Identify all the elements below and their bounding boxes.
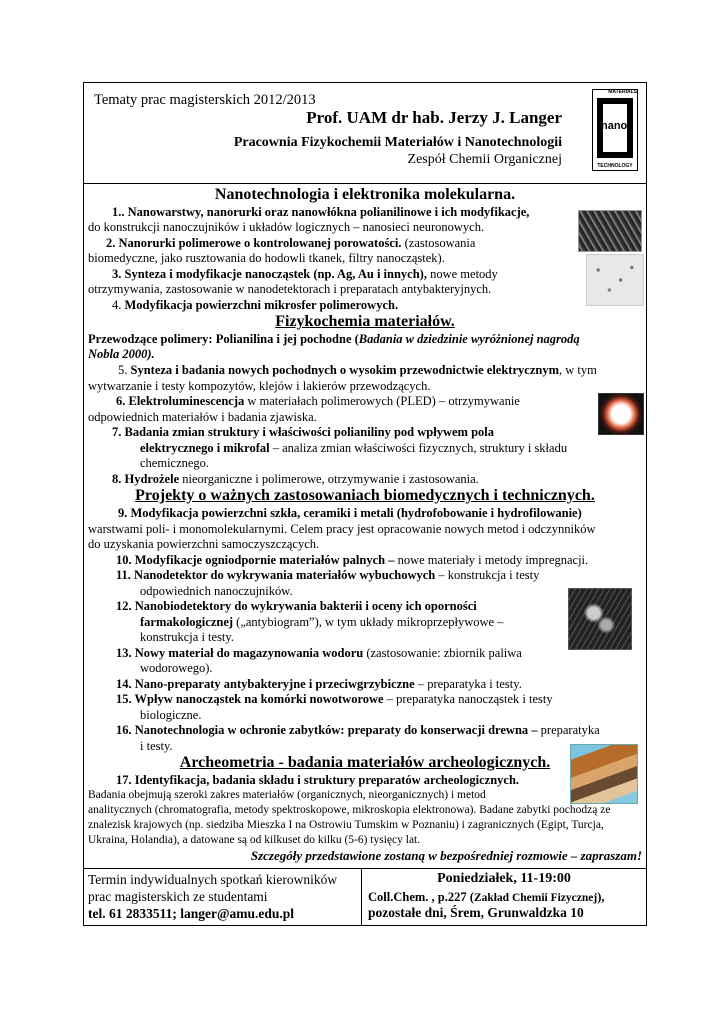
item-17-title: 17. Identyfikacja, badania składu i struktury preparatów archeologicznych. [116,773,520,787]
content [84,184,646,869]
author-name: Prof. UAM dr hab. Jerzy J. Langer [306,108,562,127]
footer-other-days: pozostałe dni, Śrem, Grunwaldzka 10 [368,905,584,920]
footer-right [362,869,646,925]
archaeology-line-4: Ukraina, Holandia), a datowane są od kilkuset do kilku (5-6) tysięcy lat. [88,834,421,846]
item-2-line-2: biomedyczne, jako rusztowania do hodowli tkanek, filtry nanocząstek). [88,251,445,265]
item-13-title: 13. Nowy materiał do magazynowania wodoru [116,646,364,660]
item-11-note: – konstrukcja i testy [435,568,540,582]
footer-contact: tel. 61 2833511; langer@amu.edu.pl [88,906,295,921]
logo-technology: TECHNOLOGY [597,163,633,169]
footer-left [84,869,362,925]
section-heading-1: Nanotechnologia i elektronika molekularna. [214,186,516,203]
lab-name: Pracownia Fizykochemii Materiałów i Nanotechnologii [233,135,562,150]
header [84,83,646,184]
item-6-title: 6. Elektroluminescencja [116,394,245,408]
header-title: Tematy prac magisterskich 2012/2013 [94,92,316,108]
footer-day-time: Poniedziałek, 11-19:00 [437,871,571,886]
item-5-title: Synteza i badania nowych pochodnych o wysokim przewodnictwie elektrycznym [127,363,559,377]
nobel-note: Badania w dziedzinie wyróżnionej nagrodą [358,332,580,346]
archaeology-line-1: Badania obejmują szeroki zakres materiałów (organicznych, nieorganicznych) i metod [88,789,486,801]
item-3-title: 3. Synteza i modyfikacje nanocząstek (np. Ag, Au i innych), [112,267,427,281]
item-14-title: 14. Nano-preparaty antybakteryjne i przeciwgrzybiczne [116,677,415,691]
footer [84,869,646,925]
item-5-number: 5. [118,363,128,377]
footer-room: Coll.Chem. , p.227 ( [368,890,474,904]
item-11-title: 11. Nanodetektor do wykrywania materiałów wybuchowych [116,568,436,582]
section-heading-3: Projekty o ważnych zastosowaniach biomedycznych i technicznych. [135,487,595,504]
footer-room-end: ), [597,890,605,904]
item-10-title: 10. Modyfikacje ogniodpornie materiałów palnych – [116,553,395,567]
footer-students-label: prac magisterskich ze studentami [88,889,268,904]
item-16-line-2: i testy. [140,739,173,753]
electroluminescence-image [598,393,644,435]
team-name: Zespół Chemii Organicznej [407,152,562,167]
item-13-line-2: wodorowego). [140,661,213,675]
item-16-note: preparatyka [537,723,600,737]
nanoparticles-image [586,254,644,306]
bacteria-image [568,588,632,650]
poster [83,82,647,926]
archaeology-image [570,744,638,804]
item-9-line-2: warstwami poli- i monomolekularnymi. Celem pracy jest opracowanie nowych metod i odczynników [88,522,596,536]
item-5-line-2: wytwarzanie i testy kompozytów, klejów i lakierów przewodzących. [88,379,431,393]
item-8-note: nieorganiczne i polimerowe, otrzymywanie i zastosowania. [179,472,479,486]
item-3-line-2: otrzymywania, zastosowanie w nanodetektorach i preparatach antybakteryjnych. [88,282,492,296]
item-4-number: 4. [112,298,122,312]
nano-logo [592,89,638,171]
item-1-line-2: do konstrukcji nanoczujników i układów logicznych – nanosieci neuronowych. [88,220,485,234]
item-2-title: 2. Nanorurki polimerowe o kontrolowanej porowatości. [106,236,402,250]
footer-meetings-label: Termin indywidualnych spotkań kierowników [88,872,338,887]
item-14-note: – preparatyka i testy. [414,677,522,691]
section-heading-2: Fizykochemia materiałów. [275,313,455,330]
polymers-intro: Przewodzące polimery: Polianilina i jej pochodne ( [88,332,359,346]
nanofibers-image [578,210,642,252]
item-8-title: 8. Hydrożele [112,472,180,486]
item-7-title: elektrycznego i mikrofal [140,441,270,455]
section-heading-4: Archeometria - badania materiałów archeologicznych. [179,754,551,771]
item-10-note: nowe materiały i metody impregnacji. [394,553,589,567]
item-12-title: 12. Nanobiodetektory do wykrywania bakterii i oceny ich oporności [116,599,477,613]
nobel-note-end: Nobla 2000). [88,347,155,361]
logo-nano: nano [601,120,628,132]
item-5-tail: , w tym [558,363,597,377]
item-1-line-1: 1.. Nanowarstwy, nanorurki oraz nanowłókna polianilinowe i ich modyfikacje, [112,205,530,219]
item-6-note: w materiałach polimerowych (PLED) – otrzymywanie [244,394,520,408]
item-15-line-2: biologiczne. [140,708,202,722]
item-12-subtitle: farmakologicznej [140,615,234,629]
logo-materials: MATERIALS [608,89,637,95]
item-9-title: 9. Modyfikacja powierzchni szkła, ceramiki i metali (hydrofobowanie i hydrofilowanie) [118,506,582,520]
footer-department: Zakład Chemii Fizycznej [473,892,598,904]
item-15-note: – preparatyka nanocząstek i testy [383,692,553,706]
item-9-line-3: do uzyskania powierzchni samoczyszczących. [88,537,320,551]
item-4-title: Modyfikacja powierzchni mikrosfer polimerowych. [121,298,399,312]
closing-invitation: Szczegóły przedstawione zostaną w bezpośredniej rozmowie – zapraszam! [250,848,642,863]
item-15-title: 15. Wpływ nanocząstek na komórki nowotworowe [116,692,384,706]
item-16-title: 16. Nanotechnologia w ochronie zabytków: preparaty do konserwacji drewna – [116,723,538,737]
item-6-line-2: odpowiednich materiałów i badania zjawiska. [88,410,317,424]
item-7-line-3: chemicznego. [140,456,210,470]
item-2-note: (zastosowania [401,236,476,250]
item-11-line-2: odpowiednich nanoczujników. [140,584,293,598]
item-12-note: („antybiogram”), w tym układy mikroprzepływowe – [233,615,504,629]
item-3-note: nowe metody [426,267,498,281]
item-13-note: (zastosowanie: zbiornik paliwa [363,646,522,660]
archaeology-line-3: znalezisk krajowych (np. siedziba Mieszka I na Ostrowiu Tumskim w Poznaniu) i zagranicznych (Egipt, Turcja, [88,819,604,831]
archaeology-line-2: analitycznych (chromatografia, metody spektroskopowe, mikroskopia elektronowa). Badane zabytki pochodzą ze [88,804,611,816]
item-7-note: – analiza zmian właściwości fizycznych, struktury i składu [269,441,568,455]
item-7-line-1: 7. Badania zmian struktury i właściwości polianiliny pod wpływem pola [112,425,495,439]
item-12-line-3: konstrukcja i testy. [140,630,234,644]
